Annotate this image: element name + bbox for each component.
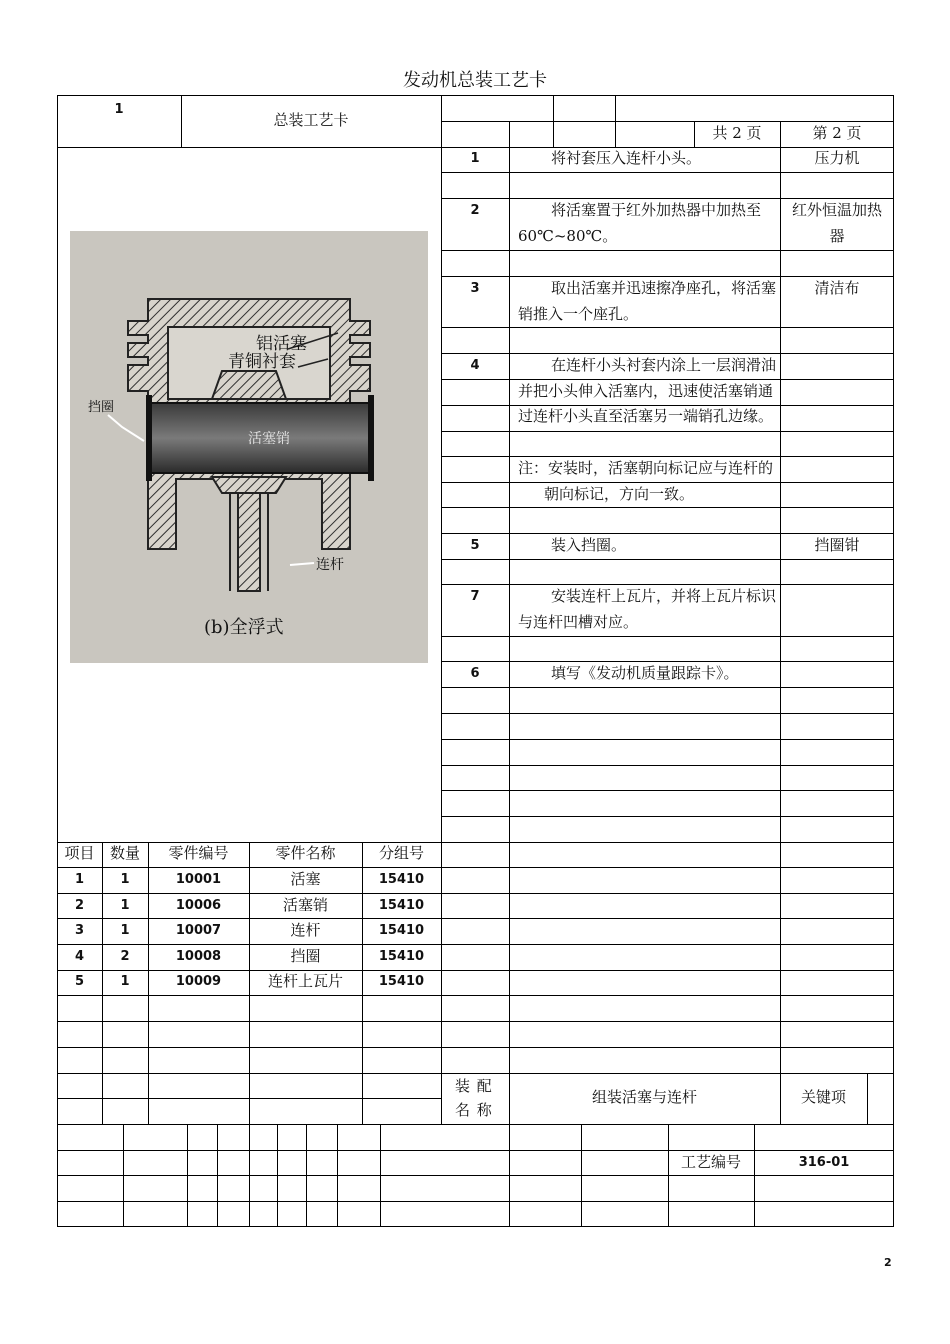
key-item-label: 关键项 [800, 1088, 846, 1106]
part-qty: 1 [120, 872, 130, 887]
piston-assembly-diagram [70, 231, 428, 663]
part-item: 5 [74, 974, 85, 990]
grid-line [441, 713, 894, 714]
grid-line [441, 893, 894, 894]
document-title: 发动机总装工艺卡 [403, 70, 547, 91]
parts-header-group: 分组号 [378, 844, 424, 862]
total-pages: 共 2 页 [712, 124, 762, 142]
part-number: 10001 [175, 872, 222, 887]
grid-line [441, 918, 894, 919]
grid-line [277, 1124, 278, 1227]
parts-header-partno: 零件编号 [168, 844, 229, 862]
parts-header-qty: 数量 [109, 844, 140, 862]
part-item: 4 [74, 948, 85, 964]
card-name: 总装工艺卡 [273, 111, 349, 129]
label-connecting-rod: 连杆 [316, 557, 344, 573]
assembly-name-label-1: 装 配 [455, 1077, 493, 1095]
grid-line [441, 250, 894, 251]
step-no: 3 [470, 281, 480, 296]
parts-header-item: 项目 [64, 844, 95, 862]
step-text: 填写《发动机质量跟踪卡》。 [551, 664, 739, 682]
grid-line [441, 1021, 894, 1022]
step-no: 4 [470, 358, 480, 373]
part-name: 活塞 [290, 870, 321, 888]
part-group: 15410 [378, 948, 425, 964]
label-retainer: 挡圈 [88, 400, 115, 415]
grid-line [441, 995, 894, 996]
part-group: 15410 [378, 923, 425, 939]
step-no: 1 [470, 151, 480, 166]
grid-line [380, 1124, 381, 1227]
grid-line [441, 1073, 894, 1074]
step-text: 装入挡圈。 [551, 536, 627, 554]
grid-line [581, 1124, 582, 1227]
assembly-name-label-2: 名 称 [455, 1101, 493, 1119]
part-name: 连杆 [290, 921, 321, 940]
step-text: 取出活塞并迅速擦净座孔，将活塞销推入一个座孔。 [518, 279, 777, 323]
part-name: 挡圈 [290, 946, 321, 965]
part-item: 3 [74, 923, 85, 939]
grid-line [337, 1124, 338, 1227]
grid-line [217, 1124, 218, 1227]
label-piston-pin: 活塞销 [248, 431, 290, 447]
part-item: 1 [74, 872, 85, 887]
part-qty: 2 [120, 948, 130, 964]
parts-header-partname: 零件名称 [275, 844, 336, 862]
part-group: 15410 [378, 872, 425, 887]
retainer-left [146, 395, 152, 481]
process-number-label: 工艺编号 [680, 1153, 741, 1171]
current-page: 第 2 页 [812, 124, 862, 142]
step-text: 将活塞置于红外加热器中加热至 60℃~80℃。 [518, 201, 762, 245]
part-qty: 1 [120, 974, 130, 990]
part-name: 连杆上瓦片 [267, 972, 343, 991]
grid-line [441, 765, 894, 766]
step-tool: 挡圈钳 [814, 536, 860, 554]
grid-line [441, 790, 894, 791]
grid-line [123, 1124, 124, 1227]
step-tool: 红外恒温加热器 [791, 201, 882, 245]
part-group: 15410 [378, 974, 425, 990]
label-bronze-bushing: 青铜衬套 [228, 352, 296, 372]
step-no: 7 [470, 589, 480, 604]
step-tool: 清洁布 [814, 279, 860, 297]
grid-line [441, 842, 894, 843]
grid-line [441, 739, 894, 740]
step-tool: 压力机 [814, 149, 860, 167]
grid-line [509, 121, 510, 1227]
card-number: 1 [114, 102, 124, 117]
grid-line [441, 1047, 894, 1048]
connecting-rod [238, 493, 260, 591]
grid-line [553, 95, 554, 148]
retainer-right [368, 395, 374, 481]
grid-line [441, 944, 894, 945]
step-no: 2 [470, 203, 480, 218]
process-number: 316-01 [798, 1155, 850, 1170]
grid-line [57, 1124, 894, 1125]
label-aluminum-piston: 铝活塞 [256, 334, 307, 354]
part-name: 活塞销 [282, 895, 328, 914]
step-text: 安装连杆上瓦片，并将上瓦片标识与连杆凹槽对应。 [518, 587, 777, 631]
grid-line [57, 1175, 894, 1176]
grid-line [441, 816, 894, 817]
grid-line [441, 431, 894, 432]
grid-line [441, 636, 894, 637]
grid-line [441, 970, 894, 971]
part-number: 10009 [175, 974, 222, 990]
step-no: 6 [470, 666, 480, 681]
diagram-caption: (b)全浮式 [204, 617, 284, 638]
step-note: 注：安装时，活塞朝向标记应与连杆的朝向标记，方向一致。 [518, 459, 774, 503]
assembly-name-value: 组装活塞与连杆 [591, 1088, 697, 1106]
part-qty: 1 [120, 897, 130, 913]
grid-line [57, 1201, 894, 1202]
step-no: 5 [470, 538, 480, 553]
grid-line [441, 172, 894, 173]
step-text: 将衬套压入连杆小头。 [551, 149, 702, 167]
grid-line [867, 1073, 868, 1125]
page-number: 2 [884, 1256, 892, 1269]
grid-line [668, 1124, 669, 1227]
part-number: 10006 [175, 897, 222, 913]
grid-line [306, 1124, 307, 1227]
grid-line [615, 95, 616, 148]
grid-line [441, 687, 894, 688]
grid-line [441, 559, 894, 560]
part-group: 15410 [378, 897, 425, 913]
part-number: 10008 [175, 948, 222, 964]
grid-line [187, 1124, 188, 1227]
step-text: 在连杆小头衬套内涂上一层润滑油并把小头伸入活塞内，迅速使活塞销通过连杆小头直至活塞另一端销孔边缘。 [518, 356, 777, 426]
part-item: 2 [74, 897, 85, 913]
grid-line [754, 1124, 755, 1227]
grid-line [249, 1124, 250, 1227]
part-qty: 1 [120, 923, 130, 939]
part-number: 10007 [175, 923, 222, 939]
grid-line [441, 867, 894, 868]
grid-line [780, 121, 781, 1125]
